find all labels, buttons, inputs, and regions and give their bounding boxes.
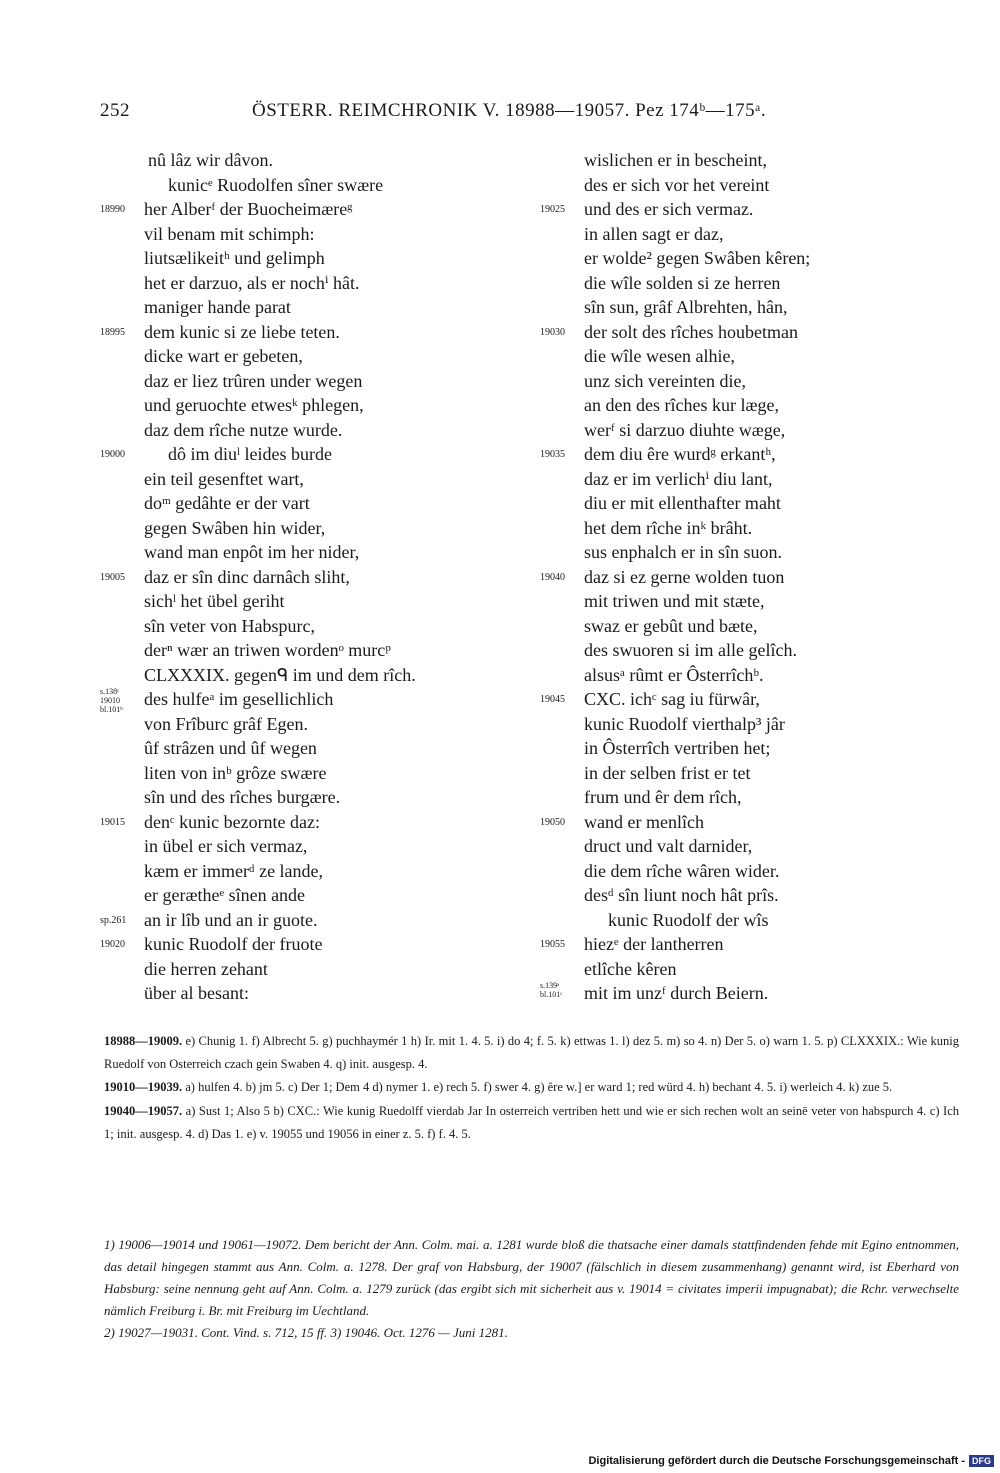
verse-text: kunicᵉ Ruodolfen sîner swære: [168, 174, 384, 195]
line-number: 19050: [540, 816, 565, 828]
verse-line: [100, 589, 520, 614]
line-number: s.139ᵃ bl.101ᶜ: [540, 981, 563, 999]
apparatus-text: a) hulfen 4. b) jm 5. c) Der 1; Dem 4 d) nymer 1. e) rech 5. f) swer 4. g) êre w.] er ward 1; red würd 4. h) bechant 4. 5. i) werleich 4. k) zue 5.: [185, 1080, 893, 1095]
line-number: 18995: [100, 326, 125, 338]
verse-line: [540, 442, 960, 467]
verse-text: des hulfeᵃ im gesellichlich: [144, 689, 334, 709]
verse-text: in Ôsterrîch vertriben het;: [584, 738, 771, 758]
verse-line: [100, 295, 520, 320]
verse-line: [100, 467, 520, 492]
verse-line: [100, 932, 520, 957]
verse-line: [100, 859, 520, 884]
verse-text: sichˡ het übel geriht: [144, 591, 285, 611]
verse-line: [100, 393, 520, 418]
verse-text: daz er im verlichⁱ diu lant,: [584, 468, 773, 489]
verse-text: maniger hande parat: [144, 297, 291, 317]
verse-text: in übel er sich vermaz,: [144, 836, 308, 856]
verse-text: dô im diuˡ leides burde: [168, 444, 332, 464]
verse-line: [540, 197, 960, 222]
verse-text: wislichen er in bescheint,: [584, 150, 767, 170]
verse-line: [100, 442, 520, 467]
verse-line: [100, 540, 520, 565]
verse-text: mit triwen und mit stæte,: [584, 591, 765, 611]
line-number: 19015: [100, 816, 125, 828]
verse-text: het dem rîche inᵏ brâht.: [584, 517, 753, 538]
verse-line: [100, 834, 520, 859]
apparatus-range: 19040—19057.: [104, 1103, 183, 1118]
apparatus-entry: [104, 1100, 959, 1146]
verse-line: [540, 393, 960, 418]
verse-line: [100, 565, 520, 590]
verse-text: denᶜ kunic bezornte daz:: [144, 811, 321, 832]
verse-text: ein teil gesenftet wart,: [144, 468, 304, 489]
verse-text: daz si ez gerne wolden tuon: [584, 566, 785, 587]
verse-text: wand man enpôt im her nider,: [144, 542, 360, 562]
verse-line: [100, 736, 520, 761]
verse-text: diu er mit ellenthafter maht: [584, 493, 781, 513]
verse-text: die dem rîche wâren wider.: [584, 860, 780, 881]
right-verse-column: [540, 148, 960, 1006]
verse-line: [100, 908, 520, 933]
critical-apparatus: [104, 1030, 959, 1146]
line-number: 19035: [540, 449, 565, 460]
verse-text: werᶠ si darzuo diuhte wæge,: [584, 419, 786, 440]
verse-text: gegen Swâben hin wider,: [144, 517, 326, 538]
apparatus-range: 18988—19009.: [104, 1034, 183, 1048]
verse-line: [540, 467, 960, 492]
verse-text: dem kunic si ze liebe teten.: [144, 321, 340, 342]
line-number: 19020: [100, 939, 125, 950]
verse-text: die wîle solden si ze herren: [584, 272, 781, 293]
verse-text: liutsælikeitʰ und gelimph: [144, 248, 325, 268]
verse-line: [540, 344, 960, 369]
verse-text: sîn und des rîches burgære.: [144, 787, 341, 807]
verse-line: [540, 369, 960, 394]
verse-line: [540, 785, 960, 810]
verse-line: [100, 761, 520, 786]
line-number: s.138ᶜ 19010 bl.101ᵇ: [100, 687, 123, 714]
verse-line: [540, 712, 960, 737]
line-number: 19000: [100, 449, 125, 460]
verse-text: des er sich vor het vereint: [584, 174, 770, 195]
verse-line: [100, 614, 520, 639]
verse-line: [540, 859, 960, 884]
verse-line: [540, 295, 960, 320]
verse-text: die herren zehant: [144, 958, 268, 979]
verse-line: [540, 271, 960, 296]
footnote: 1) 19006—19014 und 19061—19072. Dem bericht der Ann. Colm. mai. a. 1281 wurde bloß die thatsache einer damals stattfindenden fehde mit Egino entnommen, das detail hingegen stammt aus Ann. Colm. a. 1278. Der graf von Habsburg, der 19007 (fälschlich in diesem zusammenhang) genannt wird, ist Eberhard von Habsburg: seine nennung geht auf Ann. Colm. a. 1279 zurück (das ergibt sich mit sicherheit aus v. 19014 = civitates imperii impugnabat); die Rchr. verwechselte nämlich Freiburg i. Br. mit Freiburg im Uechtland.: [104, 1237, 959, 1318]
verse-text: er gerætheᵉ sînen ande: [144, 885, 306, 905]
running-title: ÖSTERR. REIMCHRONIK V. 18988—19057. Pez 174ᵇ—175ᵃ.: [252, 100, 767, 121]
verse-text: die wîle wesen alhie,: [584, 346, 735, 366]
verse-line: [540, 320, 960, 345]
verse-line: [540, 148, 960, 173]
verse-text: kunic Ruodolf der wîs: [608, 909, 769, 930]
verse-line: [100, 148, 520, 173]
verse-text: kæm er immerᵈ ze lande,: [144, 860, 324, 881]
verse-text: an ir lîb und an ir guote.: [144, 909, 318, 930]
verse-line: [540, 589, 960, 614]
left-verse-column: [100, 148, 520, 1006]
verse-text: kunic Ruodolf vierthalp³ jâr: [584, 713, 785, 734]
verse-text: CLXXXIX. gegenᑫ im und dem rîch.: [144, 664, 416, 685]
verse-text: swaz er gebût und bæte,: [584, 615, 758, 636]
verse-line: [540, 222, 960, 247]
verse-text: derⁿ wær an triwen wordenᵒ murcᵖ: [144, 640, 391, 660]
verse-line: [100, 491, 520, 516]
verse-line: [100, 957, 520, 982]
verse-line: [540, 834, 960, 859]
verse-line: [540, 614, 960, 639]
verse-line: [540, 883, 960, 908]
digitization-credit: [588, 1455, 994, 1467]
verse-line: [540, 638, 960, 663]
verse-line: [540, 687, 960, 712]
verse-text: wand er menlîch: [584, 811, 704, 832]
verse-line: [100, 369, 520, 394]
verse-text: dicke wart er gebeten,: [144, 346, 303, 366]
line-number: 19055: [540, 939, 565, 950]
verse-line: [540, 246, 960, 271]
verse-line: [100, 687, 520, 712]
line-number: 19030: [540, 326, 565, 338]
verse-line: [540, 981, 960, 1006]
verse-text: in der selben frist er tet: [584, 762, 751, 783]
verse-line: [100, 320, 520, 345]
verse-text: het er darzuo, als er nochⁱ hât.: [144, 272, 360, 293]
line-number: 19045: [540, 694, 565, 705]
verse-line: [540, 565, 960, 590]
verse-text: desᵈ sîn liunt noch hât prîs.: [584, 885, 779, 905]
verse-text: hiezᵉ der lantherren: [584, 934, 724, 954]
verse-line: [540, 491, 960, 516]
verse-text: und geruochte etwesᵏ phlegen,: [144, 395, 364, 415]
verse-line: [540, 418, 960, 443]
verse-text: er wolde² gegen Swâben kêren;: [584, 248, 811, 268]
verse-text: sîn veter von Habspurc,: [144, 615, 315, 636]
verse-line: [540, 761, 960, 786]
verse-text: liten von inᵇ grôze swære: [144, 762, 327, 783]
verse-text: unz sich vereinten die,: [584, 370, 746, 391]
verse-line: [100, 222, 520, 247]
verse-text: frum und êr dem rîch,: [584, 787, 742, 807]
verse-text: vil benam mit schimph:: [144, 223, 315, 244]
page-number: 252: [100, 100, 130, 121]
verse-text: mit im unzᶠ durch Beiern.: [584, 983, 769, 1003]
verse-text: sîn sun, grâf Albrehten, hân,: [584, 297, 788, 317]
verse-text: daz er liez trûren under wegen: [144, 370, 363, 391]
verse-text: daz dem rîche nutze wurde.: [144, 419, 343, 440]
verse-line: [540, 932, 960, 957]
verse-line: [540, 736, 960, 761]
verse-line: [540, 957, 960, 982]
verse-line: [100, 785, 520, 810]
verse-text: etlîche kêren: [584, 958, 677, 979]
verse-text: ûf strâzen und ûf wegen: [144, 738, 317, 758]
verse-text: daz er sîn dinc darnâch sliht,: [144, 566, 350, 587]
verse-line: [540, 810, 960, 835]
verse-text: in allen sagt er daz,: [584, 223, 724, 244]
verse-line: [100, 344, 520, 369]
line-number: 19005: [100, 571, 125, 583]
verse-line: [100, 810, 520, 835]
credit-text: Digitalisierung gefördert durch die Deutsche Forschungsgemeinschaft -: [588, 1454, 965, 1467]
verse-text: an den des rîches kur læge,: [584, 395, 779, 415]
verse-line: [540, 908, 960, 933]
line-number: 19025: [540, 204, 565, 215]
verse-text: über al besant:: [144, 983, 249, 1003]
verse-text: kunic Ruodolf der fruote: [144, 934, 323, 954]
verse-line: [100, 246, 520, 271]
verse-line: [100, 712, 520, 737]
verse-text: doᵐ gedâhte er der vart: [144, 493, 310, 513]
verse-line: [100, 418, 520, 443]
verse-text: druct und valt darnider,: [584, 836, 753, 856]
apparatus-text: e) Chunig 1. f) Albrecht 5. g) puchhaymér 1 h) Ir. mit 1. 4. 5. i) do 4; f. 5. k) ettwas 1. l) dez 5. m) so 4. n) Der 5. o) warn 1. 5. p) CLXXXIX.: Wie kunig Ruedolf von Osterreich czach gein Swaben 4. q) init. ausgesp. 4.: [104, 1034, 959, 1072]
verse-line: [100, 516, 520, 541]
verse-text: her Alberᶠ der Buocheimæreᵍ: [144, 199, 353, 219]
verse-text: nû lâz wir dâvon.: [148, 150, 273, 170]
apparatus-entry: [104, 1076, 959, 1099]
verse-line: [540, 516, 960, 541]
verse-line: [100, 173, 520, 198]
dfg-logo: DFG: [969, 1455, 994, 1467]
line-number: 18990: [100, 204, 125, 215]
apparatus-range: 19010—19039.: [104, 1080, 183, 1095]
line-number: sp.261: [100, 914, 127, 926]
footnotes: [104, 1234, 959, 1344]
line-number: 19040: [540, 571, 565, 583]
verse-line: [540, 663, 960, 688]
verse-line: [100, 883, 520, 908]
verse-text: des swuoren si im alle gelîch.: [584, 640, 797, 660]
verse-line: [100, 197, 520, 222]
verse-line: [540, 540, 960, 565]
verse-text: der solt des rîches houbetman: [584, 321, 798, 342]
verse-text: von Frîburc grâf Egen.: [144, 713, 308, 734]
verse-text: und des er sich vermaz.: [584, 199, 754, 219]
verse-text: dem diu êre wurdᵍ erkantʰ,: [584, 444, 776, 464]
verse-line: [100, 271, 520, 296]
apparatus-text: a) Sust 1; Also 5 b) CXC.: Wie kunig Ruedolff vierdab Jar In osterreich vertriben hett und wie er sich rechen wolt an seinē veter von habspurch 4. c) Ich 1; init. ausgesp. 4. d) Das 1. e) v. 19055 und 19056 in einer z. 5. f) f. 4. 5.: [104, 1103, 959, 1141]
verse-line: [100, 638, 520, 663]
verse-text: CXC. ichᶜ sag iu fürwâr,: [584, 689, 760, 709]
verse-line: [100, 981, 520, 1006]
verse-line: [100, 663, 520, 688]
verse-line: [540, 173, 960, 198]
verse-text: alsusᵃ rûmt er Ôsterrîchᵇ.: [584, 664, 764, 685]
footnote: 2) 19027—19031. Cont. Vind. s. 712, 15 ff. 3) 19046. Oct. 1276 — Juni 1281.: [104, 1325, 508, 1340]
verse-text: sus enphalch er in sîn suon.: [584, 542, 782, 562]
apparatus-entry: [104, 1030, 959, 1076]
